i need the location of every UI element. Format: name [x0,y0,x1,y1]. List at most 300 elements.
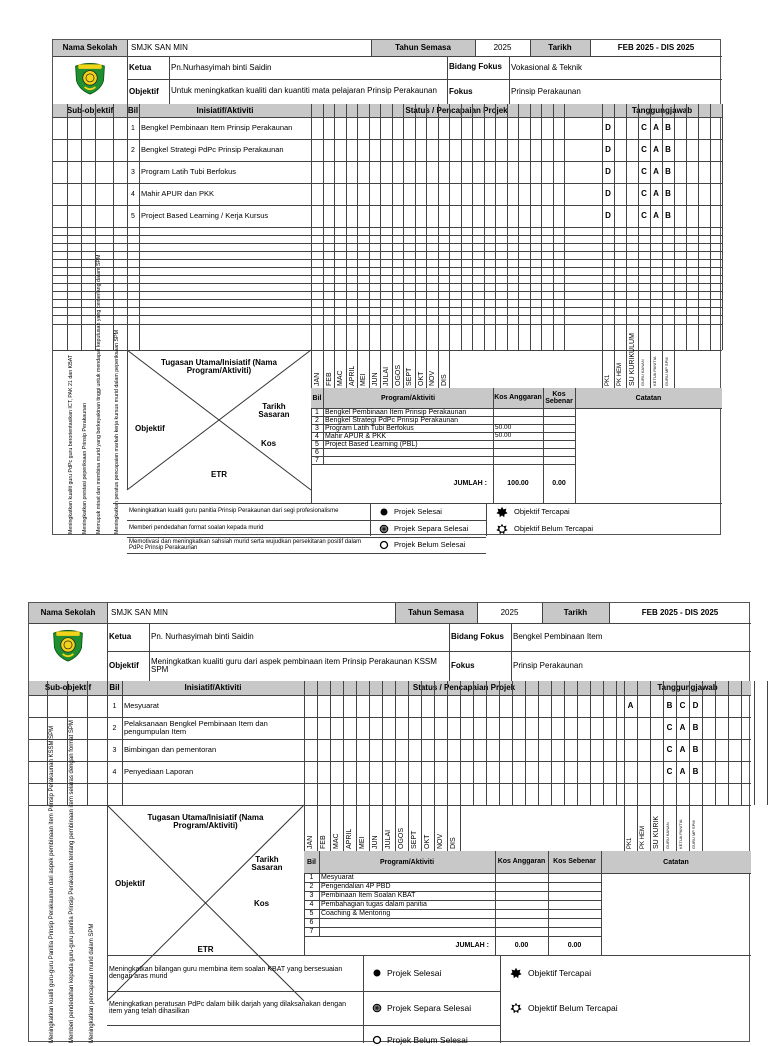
grid-line [663,805,664,851]
focus-area-value: Vokasional & Teknik [511,62,583,72]
grid-line [357,104,358,350]
grid-line [475,40,476,56]
role-label: KETUA PANITIA [652,356,657,386]
role-label: SU KURIKULUM [629,333,636,386]
grid-line [346,104,347,350]
legend-done-icon [378,506,390,518]
date-value: FEB 2025 - DIS 2025 [641,608,719,617]
legend-achieved-icon [496,506,508,518]
program-row-name: Pembahagian tugas dalam panitia [321,901,427,908]
grid-line [29,783,751,784]
grid-line [319,851,320,873]
grid-line [530,40,531,56]
grid-line [346,350,347,388]
month-label: OKT [417,371,425,386]
activity-number: 5 [131,212,135,220]
grid-line [415,350,416,388]
responsibility-code: B [665,211,671,220]
program-col-actual: Kos Sebenar [545,390,573,405]
grid-line [53,307,722,308]
grid-line [311,104,312,350]
col-initiative: Inisiatif/Aktiviti [196,105,254,115]
grid-line [369,681,370,805]
x-matrix-form-2 [28,602,750,1045]
responsibility-code: C [641,145,647,154]
grid-line [689,805,690,851]
responsibility-code: A [679,745,686,754]
grid-line [53,315,722,316]
grid-line [447,56,448,104]
etr-item: Meningkatkan kualiti guru panitia Prinsip Perakaunan dari segi profesionalisme [129,508,339,515]
grid-line [343,681,344,805]
grid-line [392,350,393,388]
grid-line [575,408,576,503]
month-label: JUN [372,835,379,849]
month-label: FEB [320,835,327,849]
grid-line [356,681,357,805]
total-label: JUMLAH : [453,480,487,487]
grid-line [356,805,357,851]
focus-value: Prinsip Perakaunan [511,86,581,96]
responsibility-code: C [679,701,686,710]
grid-line [426,104,427,350]
program-row-name: Program Latih Tubi Berfokus [325,424,414,432]
grid-line [67,104,68,350]
grid-line [715,681,716,805]
grid-line [575,388,576,408]
grid-line [139,104,140,350]
program-row-number: 1 [309,874,314,881]
responsibility-code: C [641,189,647,198]
responsibility-code: C [641,167,647,176]
program-row-budget [495,416,541,424]
grid-line [343,805,344,851]
program-row-budget [495,456,541,464]
grid-line [686,104,687,350]
activity-number: 4 [112,768,117,776]
sub-objective-text: Memberi pendedahan kepada guru-guru panitia Prinsip Perakaunan tentang pembinaan item selaras dengan format SPM [69,720,75,1043]
activity-name: Project Based Learning / Kerja Kursus [141,211,269,221]
grid-line [53,259,722,260]
activity-name: Bimbingan dan pementoran [124,745,217,755]
responsibility-code: C [666,745,673,754]
grid-line [477,603,478,623]
focus-label: Fokus [451,661,475,670]
grid-line [530,104,531,350]
program-row-number: 7 [315,456,319,464]
program-row-number: 3 [309,892,314,899]
month-label: DIS [450,837,457,849]
responsibility-code: A [653,211,659,220]
responsibility-code: D [605,189,611,198]
program-row-actual [545,432,573,440]
col-initiative: Inisiatif/Aktiviti [184,683,242,692]
school-label: Nama Sekolah [40,608,96,617]
grid-line [67,681,68,805]
grid-line [107,603,108,623]
month-label: NOV [437,833,444,849]
xmatrix-etr: ETR [197,945,214,954]
etr-item: Memotivasi dan meningkatkan sahsiah murid serta wujudkan persekitaran positif dalam PdPc Prinsip Perakaunan [129,538,362,551]
grid-line [369,805,370,851]
school-name: SMJK SAN MIN [131,43,188,52]
responsibility-code: D [605,123,611,132]
objective-value: Untuk meningkatkan kualiti dan kuantiti mata pelajaran Prinsip Perakaunan [171,86,437,96]
grid-line [392,104,393,350]
grid-line [637,805,638,851]
grid-line [518,104,519,350]
program-row-number: 1 [315,408,319,416]
grid-line [525,681,526,805]
grid-line [590,681,591,805]
program-row-name: Coaching & Mentoring [321,910,391,917]
program-row-budget [495,440,541,448]
program-col-bil: Bil [312,394,322,402]
grid-line [676,805,677,851]
program-row-budget [497,882,546,891]
activity-name: Bengkel Strategi PdPc Prinsip Perakaunan [141,145,284,155]
grid-line [363,955,364,1043]
year-value: 2025 [500,608,519,617]
grid-line [650,805,651,851]
grid-line [495,851,496,873]
grid-line [603,681,604,805]
month-label: MEI [359,836,366,849]
grid-line [107,623,108,681]
role-label: GURU KANAN [665,822,670,849]
responsibility-code: B [665,145,671,154]
responsibility-code: A [679,767,686,776]
program-row-number: 3 [315,424,319,432]
month-label: DIS [440,374,448,386]
grid-line [169,56,170,104]
month-label: MAC [333,833,340,849]
grid-line [330,681,331,805]
program-col-name: Program/Aktiviti [380,394,436,402]
xmatrix-main-task: Tugasan Utama/Inisiatif (Nama Program/Aktiviti) [147,812,264,830]
program-row-budget [497,918,546,927]
grid-line [370,503,371,536]
grid-line [149,623,150,681]
grid-line [395,805,396,851]
xmatrix-main-task: Tugasan Utama/Inisiatif (Nama Program/Aktiviti) [161,357,277,375]
chair-label: Ketua [129,62,152,72]
grid-line [311,350,312,388]
program-row-actual [545,416,573,424]
grid-line [484,104,485,350]
month-label: JULAI [383,366,390,386]
grid-line [486,681,487,805]
month-label: MEI [360,373,367,386]
grid-line [87,681,88,805]
program-row-number: 4 [309,901,314,908]
grid-line [722,104,723,350]
program-row-budget [497,909,546,918]
total-actual: 0.00 [567,942,582,949]
grid-line [53,243,722,244]
col-responsibility: Tanggungjawab [657,683,718,692]
program-col-name: Program/Aktiviti [379,858,435,866]
responsibility-code: A [653,167,659,176]
grid-line [509,56,510,104]
program-row-number: 2 [315,416,319,424]
grid-line [473,681,474,805]
program-row-name: Mesyuarat [321,874,354,881]
grid-line [317,805,318,851]
etr-item: Meningkatkan peratusan PdPc dalam bilik darjah yang dilaksanakan dengan item yang telah dihasilkan [109,1000,346,1015]
program-row-number: 5 [309,910,314,917]
grid-line [512,681,513,805]
grid-line [323,104,324,350]
grid-line [323,408,324,464]
sub-objective-text: Meningkatkan peratus pencapaian markah kerja kursus murid dalam peperiksaan SPM [114,329,120,534]
grid-line [614,104,615,350]
grid-line [601,851,602,873]
legend-half: Projek Separa Selesai [394,523,469,533]
role-label: KETUA PANITIA [678,819,683,849]
grid-line [638,350,639,388]
program-row-actual [550,927,599,936]
focus-area-label: Bidang Fokus [451,631,504,641]
xmatrix-objective: Objektif [115,879,145,888]
objective-value: Meningkatkan kualiti guru dari aspek pembinaan item Prinsip Perakaunan KSSM SPM [151,656,437,674]
grid-line [541,104,542,350]
grid-line [380,350,381,388]
program-row-actual [545,456,573,464]
year-value: 2025 [493,43,512,52]
activity-number: 3 [131,168,135,176]
month-label: OGOS [398,827,405,849]
grid-line [371,40,372,56]
legend-done-icon [371,967,383,979]
role-label: PK HEM [617,362,623,386]
grid-line [369,104,370,350]
responsibility-code: C [641,123,647,132]
grid-line [403,350,404,388]
activity-name: Program Latih Tubi Berfokus [141,167,237,177]
col-subobjective: Sub-objektif [44,683,92,692]
role-label: PK1 [605,374,611,386]
xmatrix-target-date: Tarikh Sasaran [251,854,283,872]
xmatrix-etr: ETR [211,470,227,479]
program-col-actual: Kos Sebenar [553,858,596,866]
activity-name: Penyediaan Laporan [124,767,194,777]
responsibility-code: D [692,701,699,710]
total-label: JUMLAH : [455,942,489,949]
grid-line [486,503,487,536]
legend-notdone: Projek Belum Selesai [387,1034,468,1045]
grid-line [553,104,554,350]
etr-item: Memberi pendedahan format soalan kepada murid [129,525,264,532]
grid-line [637,681,638,805]
month-label: MAC [337,370,344,386]
grid-line [507,104,508,350]
month-label: JAN [307,835,314,849]
program-row-actual [550,882,599,891]
grid-line [53,227,722,228]
program-row-name: Pembinaan Item Soalan KBAT [321,892,416,899]
program-row-name: Mahir APUR & PKK [325,432,387,440]
role-label: PK1 [627,837,633,849]
grid-line [334,104,335,350]
grid-line [577,681,578,805]
focus-area-label: Bidang Fokus [449,62,502,72]
activity-number: 2 [131,146,135,154]
chair-value: Pn. Nurhasyimah binti Saidin [151,632,254,641]
program-row-actual [545,448,573,456]
month-label: JUN [371,372,379,386]
role-label: PK HEM [640,825,646,849]
grid-line [53,251,722,252]
focus-label: Fokus [449,86,473,96]
grid-line [421,805,422,851]
chair-label: Ketua [109,632,132,641]
legend-done: Projek Selesai [394,506,442,516]
grid-line [728,681,729,805]
grid-line [500,955,501,1043]
legend-achieved: Objektif Tercapai [528,967,592,978]
grid-line [698,104,699,350]
legend-notdone-icon [371,1034,383,1046]
grid-line [650,681,651,805]
grid-line [551,681,552,805]
program-row-name [321,918,493,927]
responsibility-code: D [605,167,611,176]
legend-achieved: Objektif Tercapai [514,506,570,516]
legend-half: Projek Separa Selesai [387,1002,472,1013]
grid-line [426,350,427,388]
grid-line [127,40,128,56]
program-row-budget [495,448,541,456]
program-row-name [325,456,491,464]
responsibility-code: B [692,723,699,732]
grid-line [438,350,439,388]
grid-line [369,350,370,388]
activity-number: 2 [112,724,117,732]
responsibility-code: B [665,123,671,132]
grid-line [754,681,755,805]
responsibility-code: B [692,745,699,754]
grid-line [702,681,703,805]
program-row-budget [495,408,541,416]
responsibility-code: A [627,701,634,710]
program-col-notes: Catatan [663,858,689,866]
program-row-name [325,448,491,456]
grid-line [53,283,722,284]
responsibility-code: D [605,211,611,220]
xmatrix-cost: Kos [261,439,277,448]
grid-line [662,350,663,388]
grid-line [609,603,610,623]
program-row-name: Project Based Learning (PBL) [325,440,418,448]
responsibility-code: A [653,123,659,132]
program-row-actual [550,873,599,882]
program-col-budget: Kos Anggaran [497,858,546,866]
xmatrix-target-date: Tarikh Sasaran [258,401,290,419]
legend-half-icon [378,523,390,535]
grid-line [511,623,512,681]
program-row-budget: 50.00 [495,431,512,439]
xmatrix-objective: Objektif [135,424,165,433]
grid-line [81,104,82,350]
grid-line [564,104,565,350]
program-row-actual [550,918,599,927]
grid-line [460,805,461,851]
grid-line [113,104,114,350]
xmatrix-cost: Kos [254,899,270,908]
col-status: Status / Pencapaian Projek [412,683,516,692]
legend-achieved-icon [510,967,522,979]
grid-line [495,104,496,350]
year-label: Tahun Semasa [395,43,451,52]
responsibility-code: D [605,145,611,154]
legend-done: Projek Selesai [387,967,442,978]
grid-line [408,681,409,805]
grid-line [449,623,450,681]
role-label: GURU MP SPM [664,357,669,386]
x-matrix-form-1 [52,39,721,551]
grid-line [395,681,396,805]
program-row-number: 4 [315,432,319,440]
activity-number: 3 [112,746,117,754]
grid-line [53,267,722,268]
month-label: APRIL [348,365,356,386]
grid-line [53,235,722,236]
grid-line [421,681,422,805]
month-label: JAN [314,372,321,386]
program-row-number: 5 [315,440,319,448]
grid-line [380,104,381,350]
school-label: Nama Sekolah [62,43,118,52]
grid-line [702,805,703,851]
grid-line [395,603,396,623]
program-row-actual [550,900,599,909]
month-label: NOV [429,370,436,386]
activity-number: 1 [112,702,117,710]
legend-notachieved-icon [510,1002,522,1014]
role-label: SU KURIK [653,815,660,849]
program-row-budget [497,891,546,900]
grid-line [543,388,544,408]
grid-line [403,104,404,350]
program-row-budget [497,900,546,909]
sub-objective-text: Meningkatkan pencapaian murid dalam SPM [89,923,95,1043]
activity-name: Bengkel Pembinaan Item Prinsip Perakaunan [141,123,293,133]
total-actual: 0.00 [552,480,566,487]
grid-line [548,851,549,873]
month-label: FEB [325,372,333,386]
grid-line [382,805,383,851]
grid-line [304,805,305,851]
program-row-name: Bengkel Strategi PdPc Prinsip Perakaunan [325,416,459,424]
grid-line [461,104,462,350]
grid-line [590,40,591,56]
school-name: SMJK SAN MIN [111,608,168,617]
date-label: Tarikh [548,43,572,52]
legend-notachieved: Objektif Belum Tercapai [528,1002,618,1013]
sub-objective-text: Meningkatkan kualiti guru PdPc guru berorientasikan ICT, PAK 21 dan KBAT [68,354,74,534]
responsibility-code: C [641,211,647,220]
legend-notdone-icon [378,539,390,551]
program-col-notes: Catatan [635,394,662,402]
grid-line [434,805,435,851]
program-col-budget: Kos Anggaran [494,394,542,402]
program-row-actual [545,408,573,416]
sub-objective-text: Meningkatkan prestasi peperiksaan Prinsip Perakaunan [82,402,88,534]
grid-line [542,603,543,623]
grid-line [447,805,448,851]
col-bil: Bil [109,683,120,692]
